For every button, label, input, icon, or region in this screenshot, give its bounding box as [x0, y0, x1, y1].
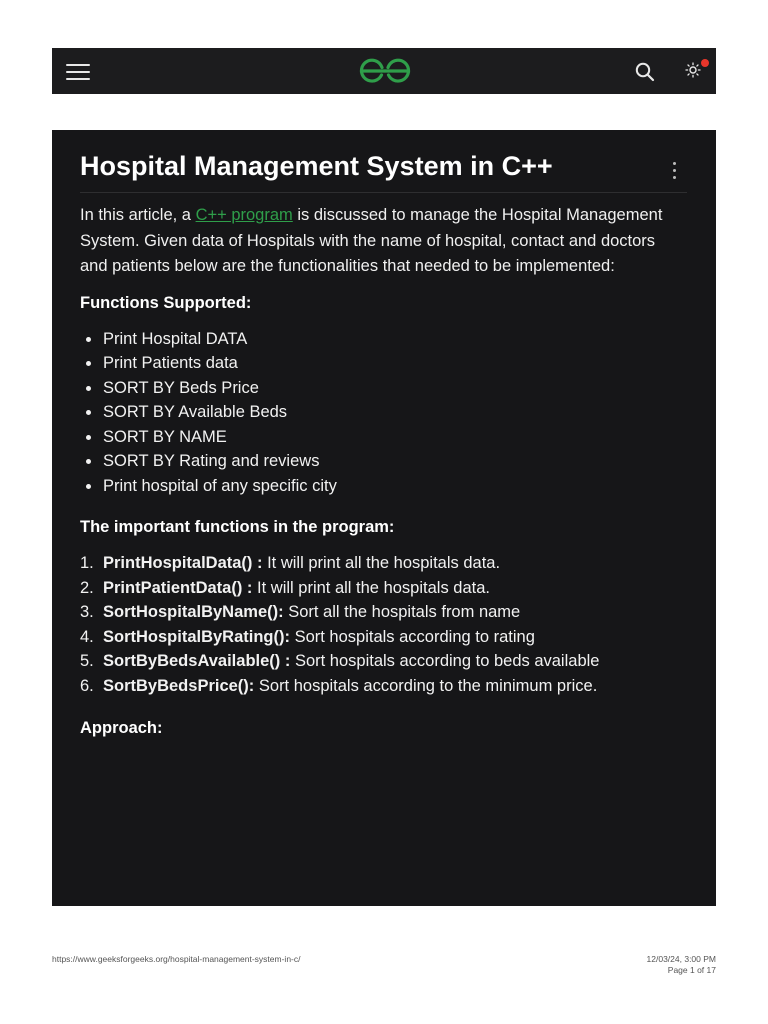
approach-heading: Approach:	[80, 718, 163, 737]
notification-dot	[701, 59, 709, 67]
hamburger-menu-icon[interactable]	[66, 64, 90, 80]
title-row	[80, 150, 687, 193]
list-item: • Print hospital of any specific city	[102, 474, 687, 499]
list-item: • SORT BY Beds Price	[102, 376, 687, 401]
functions-list	[80, 327, 687, 499]
list-item: 5. SortByBedsAvailable() : Sort hospitals according to beds available	[80, 652, 600, 671]
list-item: • Print Hospital DATA	[102, 327, 687, 352]
gfg-logo[interactable]	[358, 58, 412, 89]
footer-datetime: 12/03/24, 3:00 PM	[646, 954, 716, 964]
list-item: • SORT BY Rating and reviews	[102, 449, 687, 474]
functions-heading: Functions Supported:	[80, 293, 252, 312]
important-functions-heading: The important functions in the program:	[80, 518, 395, 536]
search-icon[interactable]	[635, 62, 655, 87]
intro-paragraph: In this article, a C++ program is discussed to manage the Hospital Management System. Given data of Hospitals with the name of hospital, contact and doctors and patients below are the functionalities that needed to be implemented:	[80, 206, 663, 275]
list-item: 1. PrintHospitalData() : It will print all the hospitals data.	[80, 554, 501, 572]
cpp-program-link[interactable]: C++ program	[195, 206, 293, 224]
footer-page-number: Page 1 of 17	[667, 965, 716, 975]
more-options-icon[interactable]	[673, 162, 677, 180]
sun-icon[interactable]	[685, 62, 701, 83]
list-item: • Print Patients data	[102, 351, 687, 376]
list-item: 3. SortHospitalByName(): Sort all the hospitals from name	[80, 603, 521, 622]
list-item: 2. PrintPatientData() : It will print all the hospitals data.	[80, 578, 490, 597]
footer-meta	[647, 954, 716, 976]
article-card	[52, 130, 716, 906]
list-item: • SORT BY Available Beds	[102, 400, 687, 425]
top-navigation-bar	[52, 48, 716, 94]
footer-url: https://www.geeksforgeeks.org/hospital-management-system-in-c/	[52, 954, 301, 964]
list-item: 6. SortByBedsPrice(): Sort hospitals according to the minimum price.	[80, 676, 598, 695]
list-item: • SORT BY NAME	[102, 425, 687, 450]
important-functions-list	[80, 551, 687, 699]
list-item: 4. SortHospitalByRating(): Sort hospitals according to rating	[80, 627, 535, 646]
page-title: Hospital Management System in C++	[80, 151, 553, 181]
